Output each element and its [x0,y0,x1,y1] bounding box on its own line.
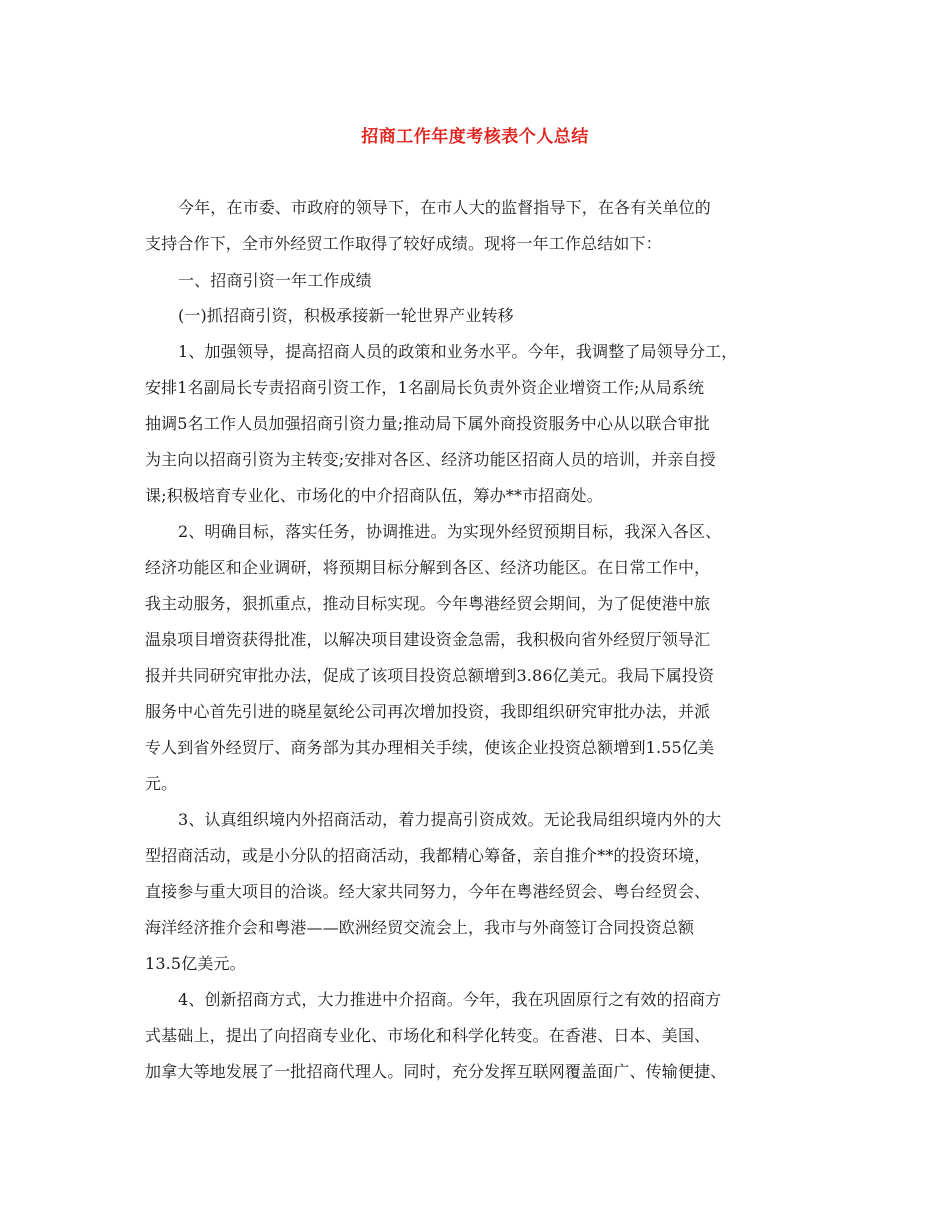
paragraph-line: 型招商活动，或是小分队的招商活动，我都精心筹备，亲自推介**的投资环境， [145,846,711,865]
paragraph-line: 元。 [145,774,178,793]
paragraph-line: 经济功能区和企业调研，将预期目标分解到各区、经济功能区。在日常工作中， [145,558,711,577]
paragraph-line: 今年，在市委、市政府的领导下，在市人大的监督指导下，在各有关单位的 [178,198,711,217]
paragraph-line: 式基础上，提出了向招商专业化、市场化和科学化转变。在香港、日本、美国、 [145,1026,711,1045]
paragraph-line: 13.5亿美元。 [145,954,246,973]
paragraph-line: 4、创新招商方式，大力推进中介招商。今年，我在巩固原行之有效的招商方 [178,990,722,1009]
paragraph-line: 抽调5名工作人员加强招商引资力量;推动局下属外商投资服务中心从以联合审批 [145,414,710,433]
paragraph-line: 直接参与重大项目的洽谈。经大家共同努力，今年在粤港经贸会、粤台经贸会、 [145,882,711,901]
paragraph-line: 加拿大等地发展了一批招商代理人。同时，充分发挥互联网覆盖面广、传输便捷、 [145,1062,727,1081]
paragraph-line: 课;积极培育专业化、市场化的中介招商队伍，筹办**市招商处。 [145,486,603,505]
paragraph-line: 专人到省外经贸厅、商务部为其办理相关手续，使该企业投资总额增到1.55亿美 [145,738,715,757]
paragraph-line: 支持合作下，全市外经贸工作取得了较好成绩。现将一年工作总结如下： [145,234,662,253]
paragraph-line: 3、认真组织境内外招商活动，着力提高引资成效。无论我局组织境内外的大 [178,810,722,829]
paragraph-line: 安排1名副局长专责招商引资工作，1名副局长负责外资企业增资工作;从局系统 [145,378,705,397]
paragraph-line: 服务中心首先引进的晓星氨纶公司再次增加投资，我即组织研究审批办法，并派 [145,702,711,721]
paragraph-line: 报并共同研究审批办法，促成了该项目投资总额增到3.86亿美元。我局下属投资 [145,666,715,685]
document-title: 招商工作年度考核表个人总结 [361,127,589,147]
section-heading: 一、招商引资一年工作成绩 [178,271,372,290]
paragraph-line: 温泉项目增资获得批准，以解决项目建设资金急需，我积极向省外经贸厅领导汇 [145,630,711,649]
paragraph-line: 为主向以招商引资为主转变;安排对各区、经济功能区招商人员的培训，并亲自授 [145,450,716,469]
paragraph-line: 1、加强领导，提高招商人员的政策和业务水平。今年，我调整了局领导分工， [178,342,738,361]
paragraph-line: 海洋经济推介会和粤港——欧洲经贸交流会上，我市与外商签订合同投资总额 [145,918,695,937]
subsection-heading: (一)抓招商引资，积极承接新一轮世界产业转移 [178,306,514,325]
paragraph-line: 2、明确目标，落实任务，协调推进。为实现外经贸预期目标，我深入各区、 [178,522,722,541]
paragraph-line: 我主动服务，狠抓重点，推动目标实现。今年粤港经贸会期间，为了促使港中旅 [145,594,711,613]
